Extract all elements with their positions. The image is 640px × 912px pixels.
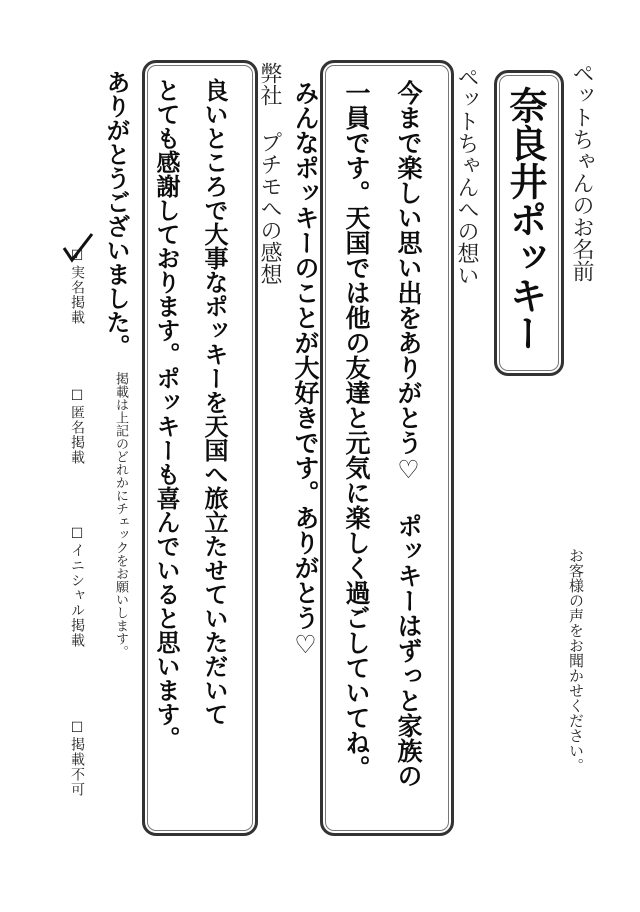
option-initials[interactable] [70, 526, 84, 648]
checkbox-icon[interactable]: ☐ [69, 720, 85, 737]
thoughts-line-1[interactable]: 今まで楽しい思い出をありがとう♡ ポッキーはずっと家族の [394, 80, 423, 788]
company-line-2[interactable]: とても感謝しております。ポッキーも喜んでいると思います。 [152, 78, 181, 750]
checkbox-icon[interactable]: ☐ [69, 526, 85, 543]
option-anonymous[interactable] [70, 388, 84, 465]
option-label: イニシャル掲載 [69, 543, 85, 648]
thoughts-line-2[interactable]: 一員です。天国では他の友達と元気に楽しく過ごしていてね。 [342, 80, 371, 780]
thoughts-box [320, 60, 454, 836]
pet-name-value[interactable]: 奈良井ポッキー [503, 86, 548, 352]
option-label: 匿名掲載 [69, 405, 85, 465]
option-label: 実名掲載 [69, 265, 85, 325]
company-line-3[interactable]: ありがとうございました。 [102, 70, 131, 358]
checkbox-checked-icon[interactable]: ☑ [69, 248, 85, 265]
customer-voice-note: お客様の声をお聞かせください。 [567, 548, 585, 773]
company-line-1[interactable]: 良いところで大事なポッキーを天国へ旅立たせていただいて [200, 78, 229, 726]
option-no-publish[interactable] [70, 720, 84, 797]
option-label: 掲載不可 [69, 737, 85, 797]
publication-note: 掲載は上記のどれかにチェックをお願いします。 [113, 372, 128, 658]
company-feedback-label: 弊社 プチモへの感想 [257, 62, 282, 285]
pet-name-label: ペットちゃんのお名前 [569, 62, 594, 282]
thoughts-line-3[interactable]: みんなポッキーのことが大好きです。ありがとう♡ [291, 80, 320, 659]
thoughts-label: ペットちゃんへの想い [454, 66, 479, 286]
check-mark-icon [58, 230, 98, 270]
checkbox-icon[interactable]: ☐ [69, 388, 85, 405]
